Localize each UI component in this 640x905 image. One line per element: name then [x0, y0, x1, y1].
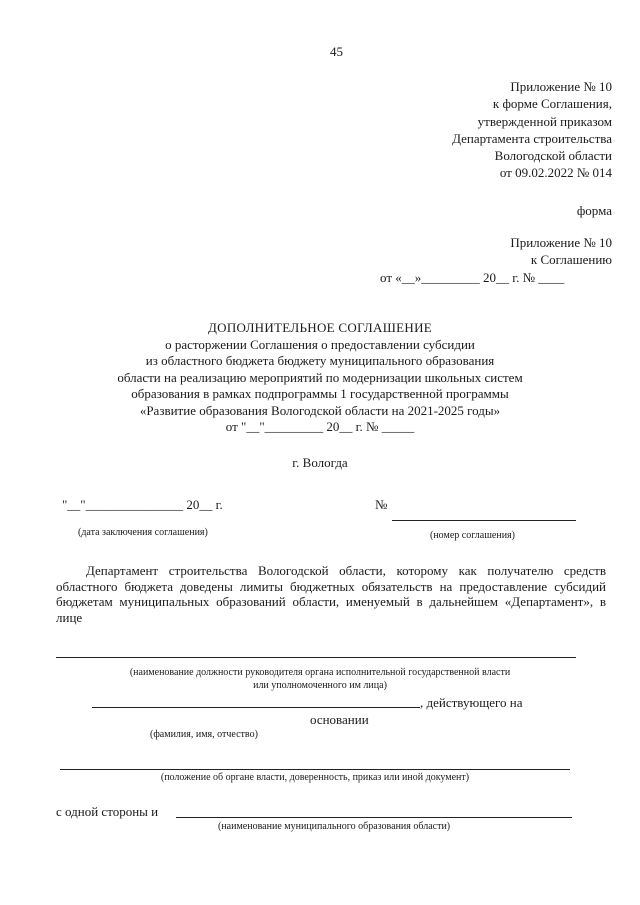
- heading-line: «Развитие образования Вологодской области на 2021-2025 годы»: [139, 402, 501, 418]
- date-caption: (дата заключения соглашения): [78, 527, 208, 538]
- city: г. Вологда: [292, 455, 348, 470]
- fio-line: [92, 707, 420, 708]
- appendix-line: Приложение № 10: [510, 235, 612, 250]
- number-caption: (номер соглашения): [430, 530, 515, 541]
- appendix-block: [452, 78, 612, 182]
- document-title: ДОПОЛНИТЕЛЬНОЕ СОГЛАШЕНИЕ: [207, 320, 432, 335]
- appendix-line: утвержденной приказом: [477, 113, 612, 129]
- appendix-block-agreement: [510, 234, 612, 268]
- appendix-line: от 09.02.2022 № 014: [499, 165, 612, 181]
- acting-text: , действующего на: [420, 695, 523, 710]
- appendix-line: Приложение № 10: [510, 79, 612, 94]
- heading-line: образования в рамках подпрограммы 1 государственной программы: [131, 386, 509, 401]
- heading-line: области на реализацию мероприятий по модернизации школьных систем: [117, 369, 523, 385]
- appendix-line: Департамента строительства: [452, 130, 612, 146]
- one-side-text: с одной стороны и: [56, 804, 159, 819]
- position-caption: [40, 666, 600, 692]
- position-caption-line: (наименование должности руководителя органа исполнительной государственной власти: [129, 667, 511, 678]
- number-line: [392, 520, 576, 521]
- basis-text: основании: [310, 712, 369, 727]
- heading-line: о расторжении Соглашения о предоставлении субсидии: [165, 336, 475, 352]
- document-caption: (положение об органе власти, доверенность, приказ или иной документ): [160, 772, 470, 783]
- document-line: [60, 769, 570, 770]
- form-label: форма: [576, 203, 612, 218]
- agreement-date-line: от «__»_________ 20__ г. № ____: [380, 270, 565, 285]
- appendix-line: к форме Соглашения,: [492, 96, 612, 112]
- position-line: [56, 657, 576, 658]
- heading-line: от "__"_________ 20__ г. № _____: [225, 419, 415, 434]
- body-paragraph: Департамент строительства Вологодской области, которому как получателю средств областного бюджета доведены лимиты бюджетных обязательств на предоставление субсидий бюджетам муниципальных образований области, именуемый в дальнейшем «Департамент», в лице: [56, 563, 606, 625]
- position-caption-line: или уполномоченного им лица): [253, 680, 387, 691]
- number-sign: №: [375, 497, 388, 512]
- municipality-line: [176, 817, 572, 818]
- fio-caption: (фамилия, имя, отчество): [150, 729, 258, 740]
- heading-line: из областного бюджета бюджету муниципального образования: [145, 353, 495, 368]
- page-number: 45: [330, 44, 343, 59]
- appendix-line: к Соглашению: [530, 252, 612, 267]
- signing-date: "__"_______________ 20__ г.: [62, 497, 223, 512]
- appendix-line: Вологодской области: [494, 148, 612, 164]
- document-heading: [0, 320, 640, 436]
- municipality-caption: (наименование муниципального образования области): [218, 821, 451, 832]
